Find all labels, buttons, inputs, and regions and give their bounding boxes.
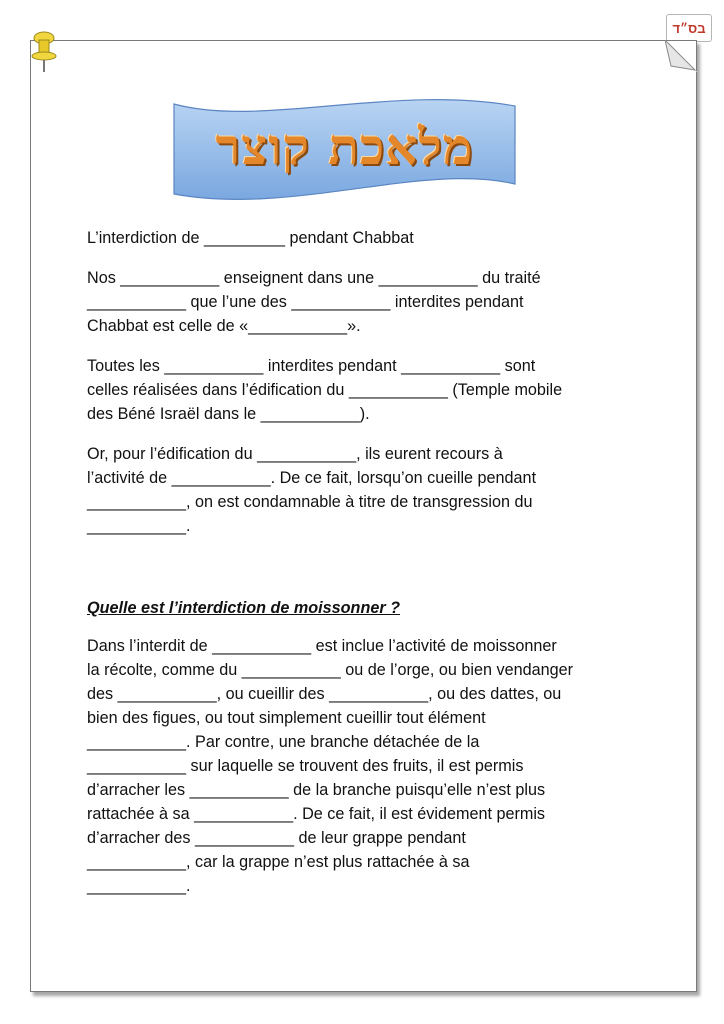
worksheet-title-line [87, 226, 647, 250]
worksheet-text [87, 226, 647, 914]
text-line: bien des figues, ou tout simplement cueillir tout élément [87, 709, 486, 727]
text-line: Or, pour l’édification du ___________, ils eurent recours à [87, 445, 503, 463]
pushpin-icon [28, 30, 60, 74]
text-line: d’arracher les ___________ de la branche puisqu’elle n’est plus [87, 781, 546, 799]
text-line: ___________. [87, 877, 191, 895]
text-line: ___________, car la grappe n’est plus rattachée à sa [87, 853, 470, 871]
paragraph-4 [87, 634, 647, 898]
page-curl-icon [665, 40, 697, 72]
text-line: Chabbat est celle de «___________». [87, 317, 361, 335]
text-line: ___________. [87, 517, 191, 535]
page-title: מלאכת קוצר [215, 116, 474, 176]
text-line: ___________, on est condamnable à titre de transgression du [87, 493, 533, 511]
text-line: L’interdiction de _________ pendant Chabbat [87, 229, 414, 247]
paragraph-3 [87, 442, 647, 538]
text-line: la récolte, comme du ___________ ou de l’orge, ou bien vendanger [87, 661, 573, 679]
text-line: Toutes les ___________ interdites pendant ___________ sont [87, 357, 536, 375]
text-line: ___________. Par contre, une branche détachée de la [87, 733, 480, 751]
paragraph-2 [87, 354, 647, 426]
text-line: d’arracher des ___________ de leur grappe pendant [87, 829, 466, 847]
text-line: Dans l’interdit de ___________ est inclue l’activité de moissonner [87, 637, 557, 655]
text-line: Nos ___________ enseignent dans une ___________ du traité [87, 269, 541, 287]
section-heading: Quelle est l’interdiction de moissonner ? [87, 599, 401, 617]
text-line: ___________ sur laquelle se trouvent des fruits, il est permis [87, 757, 524, 775]
text-line: des ___________, ou cueillir des ___________, ou des dattes, ou [87, 685, 562, 703]
text-line: ___________ que l’une des ___________ interdites pendant [87, 293, 524, 311]
paragraph-1 [87, 266, 647, 338]
text-line: celles réalisées dans l’édification du ___________ (Temple mobile [87, 381, 563, 399]
text-line: des Béné Israël dans le ___________). [87, 405, 370, 423]
text-line: rattachée à sa ___________. De ce fait, il est évidement permis [87, 805, 546, 823]
text-line: l’activité de ___________. De ce fait, lorsqu’on cueille pendant [87, 469, 537, 487]
header-stamp: בס״ד [666, 14, 712, 42]
